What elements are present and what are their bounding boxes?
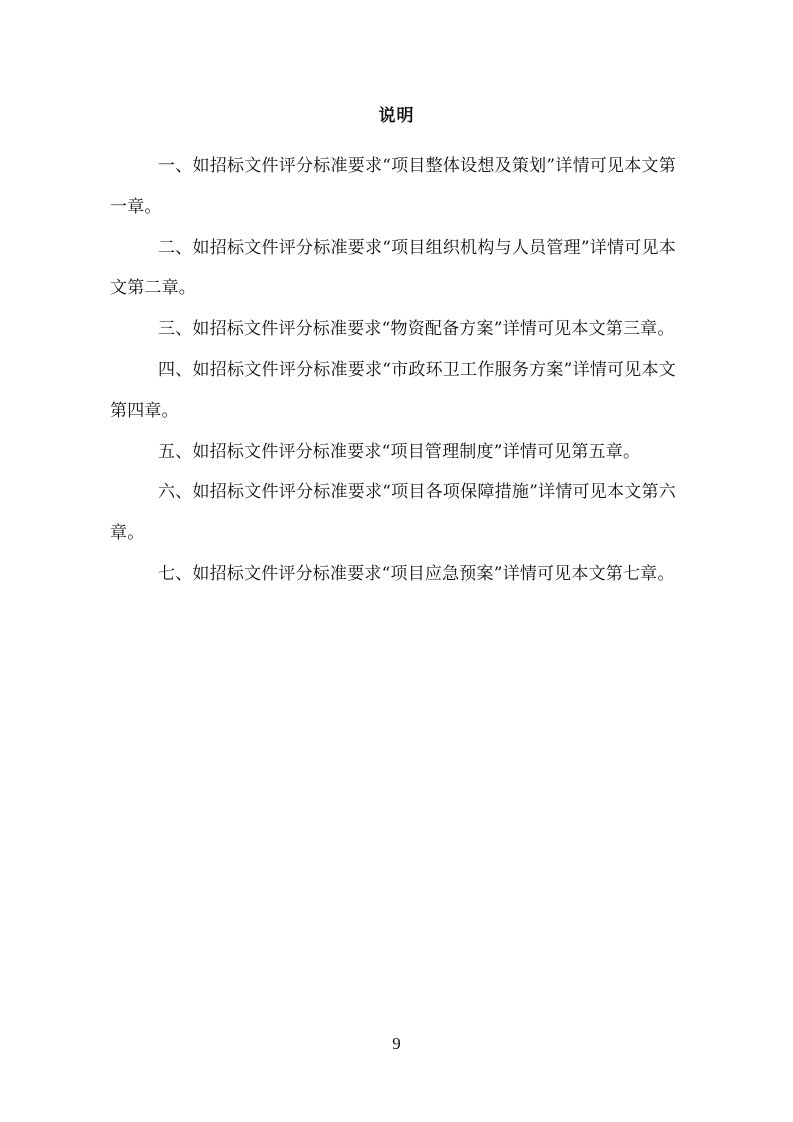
paragraph-2: 二、如招标文件评分标准要求“项目组织机构与人员管理”详情可见本文第二章。 <box>110 237 676 299</box>
document-body <box>110 146 676 595</box>
paragraph-5: 五、如招标文件评分标准要求“项目管理制度”详情可见第五章。 <box>158 441 641 462</box>
page-number: 9 <box>392 1034 401 1053</box>
paragraph-4: 四、如招标文件评分标准要求“市政环卫工作服务方案”详情可见本文第四章。 <box>110 359 676 421</box>
paragraph-3: 三、如招标文件评分标准要求“物资配备方案”详情可见本文第三章。 <box>158 319 675 340</box>
page-title: 说明 <box>378 106 415 126</box>
paragraph-7: 七、如招标文件评分标准要求“项目应急预案”详情可见本文第七章。 <box>158 563 675 584</box>
paragraph-6: 六、如招标文件评分标准要求“项目各项保障措施”详情可见本文第六章。 <box>110 482 676 544</box>
paragraph-1: 一、如招标文件评分标准要求“项目整体设想及策划”详情可见本文第一章。 <box>110 156 676 217</box>
